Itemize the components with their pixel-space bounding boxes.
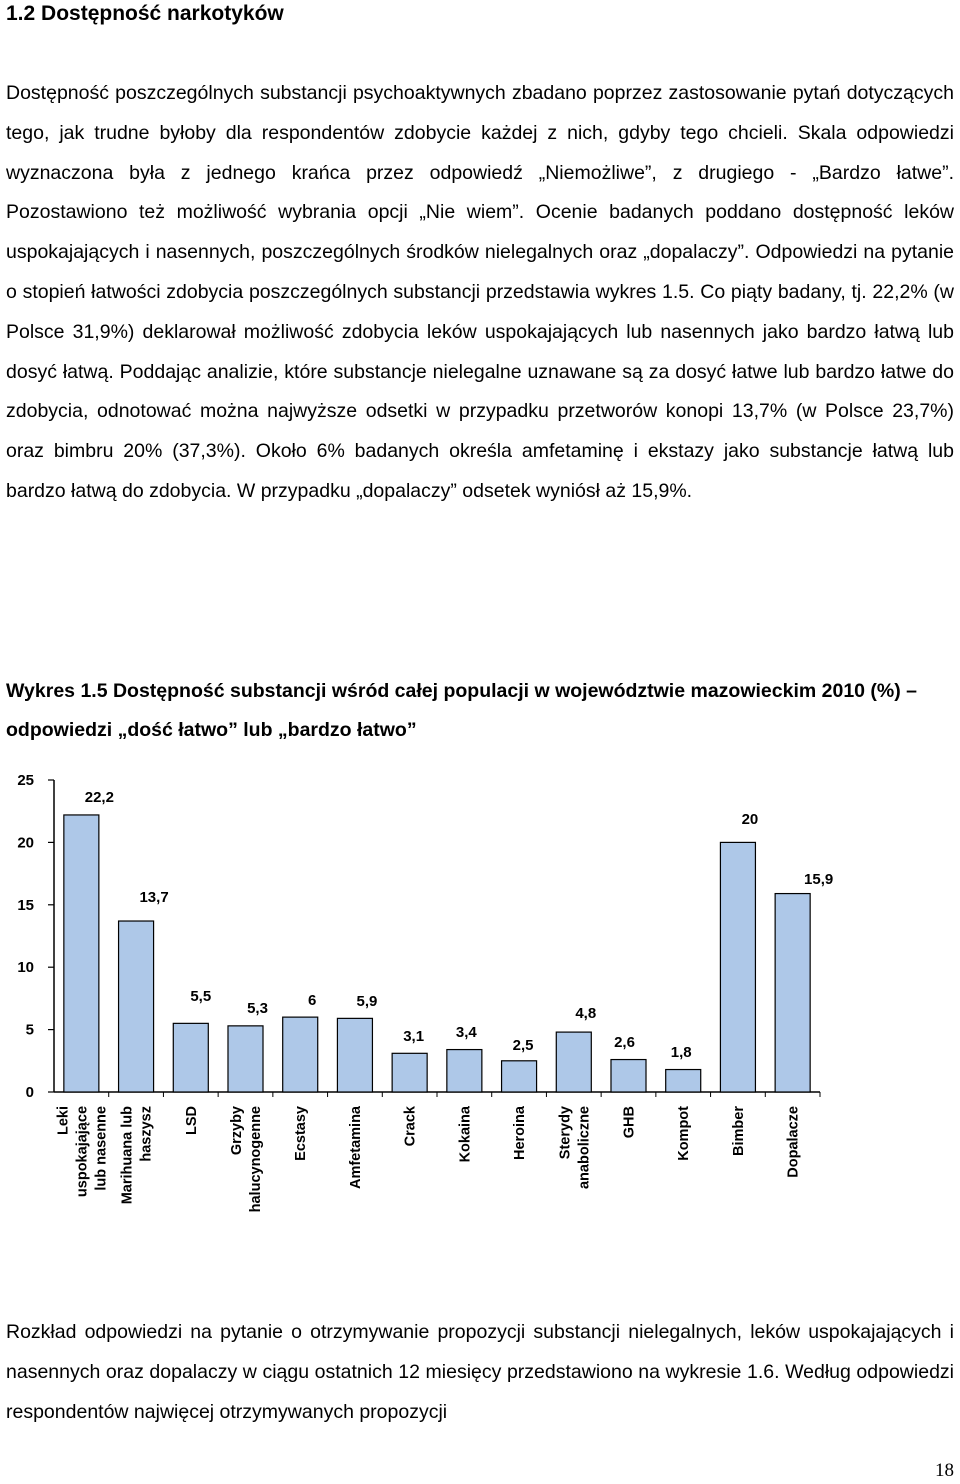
data-label: 5,3 [247, 1000, 268, 1017]
data-label: 20 [741, 811, 759, 828]
data-label: 2,6 [614, 1034, 635, 1051]
category-label-line: Leki [55, 1106, 72, 1136]
category-label-line: halucynogenne [248, 1106, 264, 1213]
category-label-line: Bimber [730, 1106, 747, 1156]
category-label-line: Kokaina [457, 1106, 474, 1163]
bar [173, 1023, 208, 1092]
page-number: 18 [935, 1460, 954, 1481]
category-label [457, 1105, 473, 1162]
category-label [293, 1106, 309, 1161]
category-label-line: Kompot [676, 1106, 693, 1161]
bar [611, 1060, 646, 1092]
category-label-line: Amfetamina [347, 1106, 364, 1189]
bar [775, 894, 810, 1092]
category-label [229, 1106, 264, 1212]
category-label-line: Marihuana lub [119, 1106, 136, 1205]
bar [556, 1032, 591, 1092]
category-label [55, 1106, 109, 1197]
data-label: 1,8 [670, 1044, 692, 1061]
y-tick-label: 25 [17, 772, 34, 789]
y-tick-label: 10 [17, 959, 34, 977]
category-label [348, 1105, 364, 1189]
bar [720, 842, 755, 1092]
bar [228, 1026, 263, 1092]
data-label: 5,5 [190, 988, 212, 1005]
category-label-line: haszysz [138, 1106, 155, 1162]
data-label: 15,9 [804, 871, 834, 888]
bar [392, 1053, 427, 1092]
chart-bars [64, 815, 810, 1092]
bar [447, 1050, 482, 1092]
category-label [512, 1105, 528, 1160]
body-paragraph-2: Rozkład odpowiedzi na pytanie o otrzymywanie propozycji substancji nielegalnych, leków uspokajających i nasennych oraz dopalaczy w ciągu ostatnich 12 miesięcy przedstawiono na wykresie 1.6. Według odpowiedzi respondentów najwięcej otrzymywanych propozycji [6, 1321, 954, 1423]
data-label: 22,2 [84, 789, 114, 806]
category-label [403, 1105, 419, 1146]
category-label [676, 1106, 692, 1161]
data-label: 3,1 [403, 1028, 425, 1045]
data-label: 5,9 [356, 993, 378, 1010]
bar-chart [0, 760, 960, 1240]
data-label: 13,7 [139, 889, 169, 906]
chart-labels [55, 789, 833, 1212]
bar [337, 1018, 372, 1092]
figure-caption: Wykres 1.5 Dostępność substancji wśród całej populacji w województwie mazowieckim 2010 (%) – odpowiedzi „dość łatwo” lub „bardzo łatwo” [6, 680, 918, 741]
category-label [557, 1106, 592, 1189]
y-tick-label: 5 [25, 1021, 34, 1039]
category-label-line: Dopalacze [785, 1106, 802, 1178]
bar [283, 1017, 318, 1092]
y-tick-label: 20 [17, 834, 34, 852]
category-label-line: Crack [402, 1106, 419, 1147]
category-label [731, 1106, 747, 1156]
data-label: 2,5 [512, 1037, 534, 1054]
bar [666, 1070, 701, 1092]
category-label [184, 1106, 200, 1135]
category-label-line: LSD [183, 1106, 200, 1135]
category-label-line: anaboliczne [576, 1106, 593, 1189]
category-label-line: Heroina [512, 1106, 529, 1160]
data-label: 4,8 [575, 1005, 597, 1022]
category-label-line: Grzyby [229, 1106, 245, 1156]
section-heading: 1.2 Dostępność narkotyków [6, 2, 284, 25]
y-tick-label: 15 [17, 896, 34, 914]
bar [119, 921, 154, 1092]
category-label-line: Sterydy [557, 1106, 574, 1160]
body-paragraph-1: Dostępność poszczególnych substancji psychoaktywnych zbadano poprzez zastosowanie pytań dotyczących tego, jak trudne byłoby dla respondentów zdobycie każdej z nich, gdyby tego chcieli. Skala odpowiedzi wyznaczona była z jednego krańca przez odpowiedź „Niemożliwe”, z drugiego - „Bardzo łatwe”. Pozostawiono też możliwość wybrania opcji „Nie wiem”. Ocenie badanych poddano dostępność leków uspokajających i nasennych, poszczególnych środków nielegalnych oraz „dopalaczy”. Odpowiedzi na pytanie o stopień łatwości zdobycia poszczególnych substancji przedstawia wykres 1.5. Co piąty badany, tj. 22,2% (w Polsce 31,9%) deklarował możliwość zdobycia leków uspokajających lub nasennych jako bardzo łatwą lub dosyć łatwą. Poddając analizie, które substancje nielegalne uznawane są za dosyć łatwe lub bardzo łatwe do zdobycia, odnotować można najwyższe odsetki w przypadku przetworów konopi 13,7% (w Polsce 23,7%) oraz bimbru 20% (37,3%). Około 6% badanych określa amfetaminę i ekstazy jako substancje łatwą lub bardzo łatwą do zdobycia. W przypadku „dopalaczy” odsetek wyniósł aż 15,9%. [6, 82, 954, 502]
bar [64, 815, 99, 1092]
category-label-line: Ecstasy [293, 1106, 310, 1161]
data-label: 6 [308, 992, 317, 1009]
category-label [120, 1106, 155, 1204]
category-label-line: uspokajające [74, 1106, 91, 1198]
category-label [622, 1106, 638, 1138]
y-tick-label: 0 [25, 1084, 34, 1101]
data-label: 3,4 [455, 1024, 477, 1041]
bar [502, 1061, 537, 1092]
category-label-line: GHB [621, 1106, 638, 1139]
category-label-line: lub nasenne [93, 1106, 110, 1191]
category-label [786, 1106, 802, 1178]
